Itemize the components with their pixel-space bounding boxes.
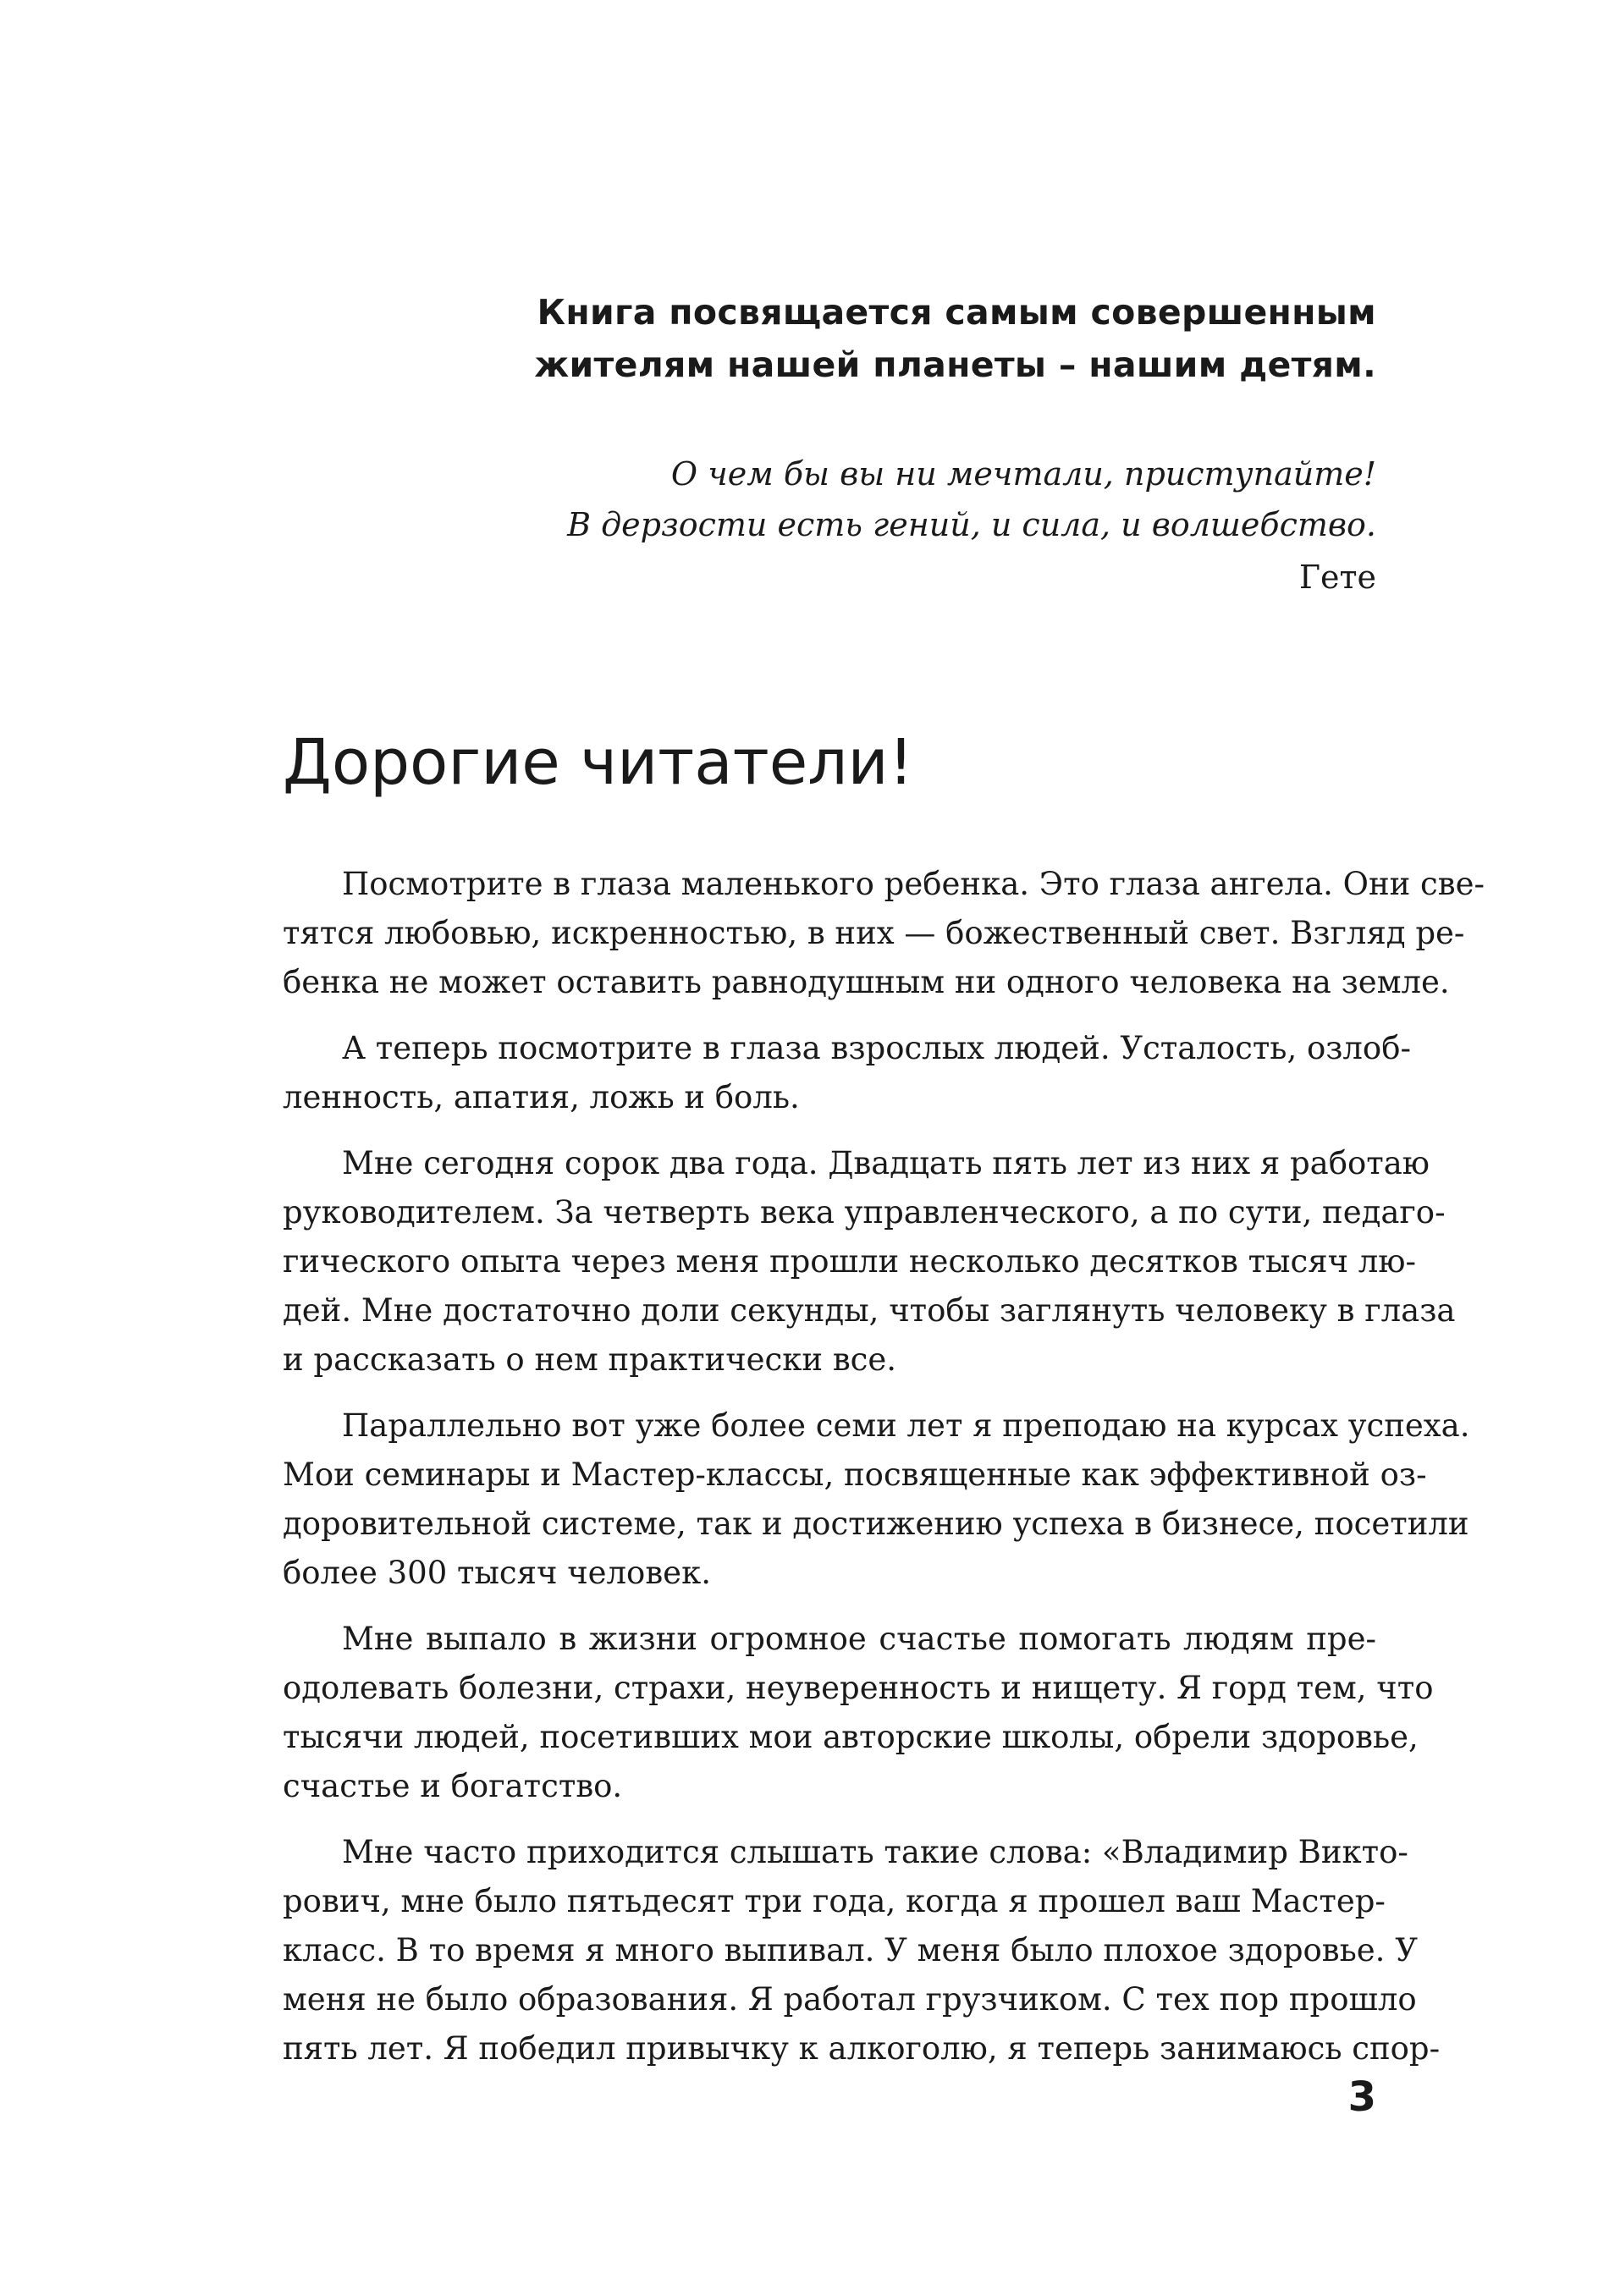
text-line: Мне сегодня сорок два года. Двадцать пять лет из них я работаю	[342, 1145, 1430, 1181]
text-line: бенка не может оставить равнодушным ни одного человека на земле.	[283, 964, 1450, 1000]
body-text	[283, 860, 1485, 2090]
dedication-line: Книга посвящается самым совершенным	[537, 292, 1376, 333]
paragraph	[283, 1139, 1456, 1385]
text-line: дей. Мне достаточно доли секунды, чтобы заглянуть человеку в глаза	[283, 1292, 1456, 1329]
text-line: гического опыта через меня прошли несколько десятков тысяч лю-	[283, 1243, 1417, 1280]
text-line: руководителем. За четверть века управленческого, а по сути, педаго-	[283, 1194, 1446, 1231]
epigraph-line: В дерзости есть гений, и сила, и волшебство.	[567, 506, 1376, 543]
text-line: и рассказать о нем практически все.	[283, 1341, 897, 1378]
paragraph	[283, 1615, 1434, 1811]
text-line: счастье и богатство.	[283, 1768, 623, 1804]
text-line: класс. В то время я много выпивал. У меня было плохое здоровье. У	[283, 1932, 1418, 1968]
dedication	[276, 286, 1376, 391]
paragraph	[283, 860, 1485, 1007]
epigraph	[276, 449, 1376, 603]
text-line: меня не было образования. Я работал грузчиком. С тех пор прошло	[283, 1981, 1417, 2018]
page-number: 3	[1347, 2073, 1376, 2121]
text-line: одолевать болезни, страхи, неуверенность и нищету. Я горд тем, что	[283, 1670, 1434, 1706]
text-line: тятся любовью, искренностью, в них — божественный свет. Взгляд ре-	[283, 915, 1465, 951]
text-line: доровительной системе, так и достижению успеха в бизнесе, посетили	[283, 1506, 1469, 1542]
text-line: более 300 тысяч человек.	[283, 1555, 711, 1591]
text-line: пять лет. Я победил привычку к алкоголю, я теперь занимаюсь спор-	[283, 2030, 1441, 2067]
text-line: А теперь посмотрите в глаза взрослых людей. Усталость, озлоб-	[342, 1030, 1411, 1066]
epigraph-line: О чем бы вы ни мечтали, приступайте!	[670, 455, 1376, 493]
dedication-line: жителям нашей планеты – нашим детям.	[534, 344, 1376, 385]
text-line: Мне выпало в жизни огромное счастье помогать людям пре-	[342, 1621, 1376, 1657]
page-heading: Дорогие читатели!	[283, 726, 914, 799]
text-line: тысячи людей, посетивших мои авторские школы, обрели здоровье,	[283, 1719, 1419, 1755]
text-line: Мои семинары и Мастер-классы, посвященные как эффективной оз-	[283, 1456, 1427, 1493]
paragraph	[283, 1401, 1470, 1598]
text-line: Посмотрите в глаза маленького ребенка. Это глаза ангела. Они све-	[342, 866, 1485, 902]
epigraph-author: Гете	[1298, 559, 1376, 596]
text-line: рович, мне было пятьдесят три года, когда я прошел ваш Мастер-	[283, 1883, 1386, 1919]
paragraph	[283, 1024, 1411, 1122]
text-line: Параллельно вот уже более семи лет я преподаю на курсах успеха.	[342, 1407, 1470, 1444]
text-line: Мне часто приходится слышать такие слова: «Владимир Викто-	[342, 1834, 1408, 1870]
text-line: ленность, апатия, ложь и боль.	[283, 1079, 800, 1115]
paragraph	[283, 1828, 1441, 2073]
